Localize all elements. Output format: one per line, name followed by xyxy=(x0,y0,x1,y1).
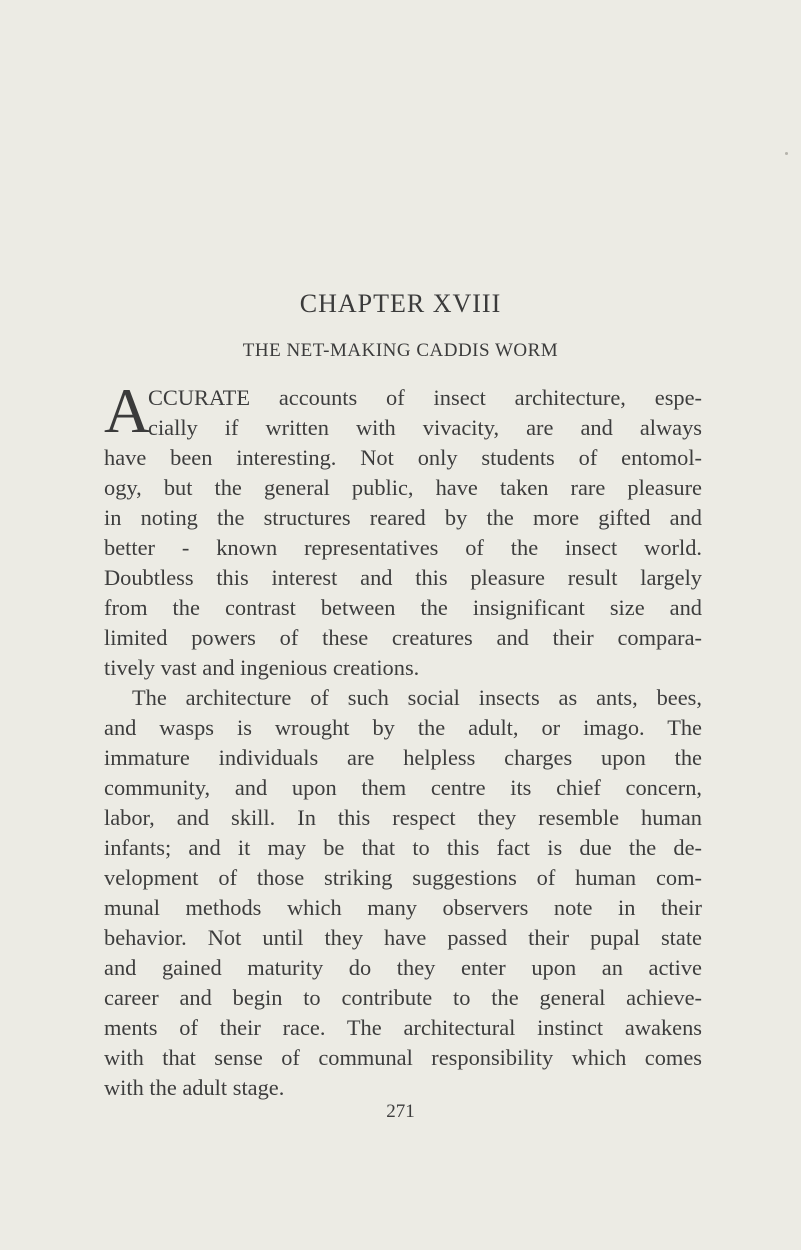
text-line: CCURATE accounts of insect architecture, espe- xyxy=(148,385,702,410)
text-line: with that sense of communal responsibility which comes xyxy=(104,1045,702,1070)
opening-lines xyxy=(104,375,702,446)
text-line: Doubtless this interest and this pleasure result largely xyxy=(104,565,702,590)
text-line: cially if written with vivacity, are and always xyxy=(148,415,702,440)
text-line: and wasps is wrought by the adult, or imago. The xyxy=(104,715,702,740)
text-line: velopment of those striking suggestions of human com- xyxy=(104,865,702,890)
body-text xyxy=(104,375,702,1103)
text-line: with the adult stage. xyxy=(104,1075,285,1100)
chapter-title: THE NET-MAKING CADDIS WORM xyxy=(242,340,559,361)
text-line: ments of their race. The architectural instinct awakens xyxy=(104,1015,702,1040)
drop-cap: A xyxy=(104,375,151,446)
text-line: have been interesting. Not only students of entomol- xyxy=(104,445,702,470)
text-line: in noting the structures reared by the more gifted and xyxy=(104,505,702,530)
text-line: munal methods which many observers note in their xyxy=(104,895,702,920)
text-line: tively vast and ingenious creations. xyxy=(104,655,420,680)
chapter-heading: CHAPTER XVIII xyxy=(299,289,502,318)
paragraph-1 xyxy=(104,443,702,683)
text-line: infants; and it may be that to this fact is due the de- xyxy=(104,835,702,860)
text-line: career and begin to contribute to the general achieve- xyxy=(104,985,702,1010)
paper-speck xyxy=(785,152,788,155)
paragraph-2 xyxy=(104,683,702,1103)
text-line: limited powers of these creatures and their compara- xyxy=(104,625,702,650)
text-line: labor, and skill. In this respect they resemble human xyxy=(104,805,702,830)
text-line: from the contrast between the insignificant size and xyxy=(104,595,702,620)
page-number: 271 xyxy=(386,1101,415,1122)
text-line: The architecture of such social insects as ants, bees, xyxy=(132,685,702,710)
text-line: community, and upon them centre its chief concern, xyxy=(104,775,702,800)
text-line: ogy, but the general public, have taken rare pleasure xyxy=(104,475,702,500)
text-line: and gained maturity do they enter upon an active xyxy=(104,955,702,980)
text-line: immature individuals are helpless charges upon the xyxy=(104,745,702,770)
text-line: better - known representatives of the insect world. xyxy=(104,535,702,560)
text-line: behavior. Not until they have passed their pupal state xyxy=(104,925,702,950)
